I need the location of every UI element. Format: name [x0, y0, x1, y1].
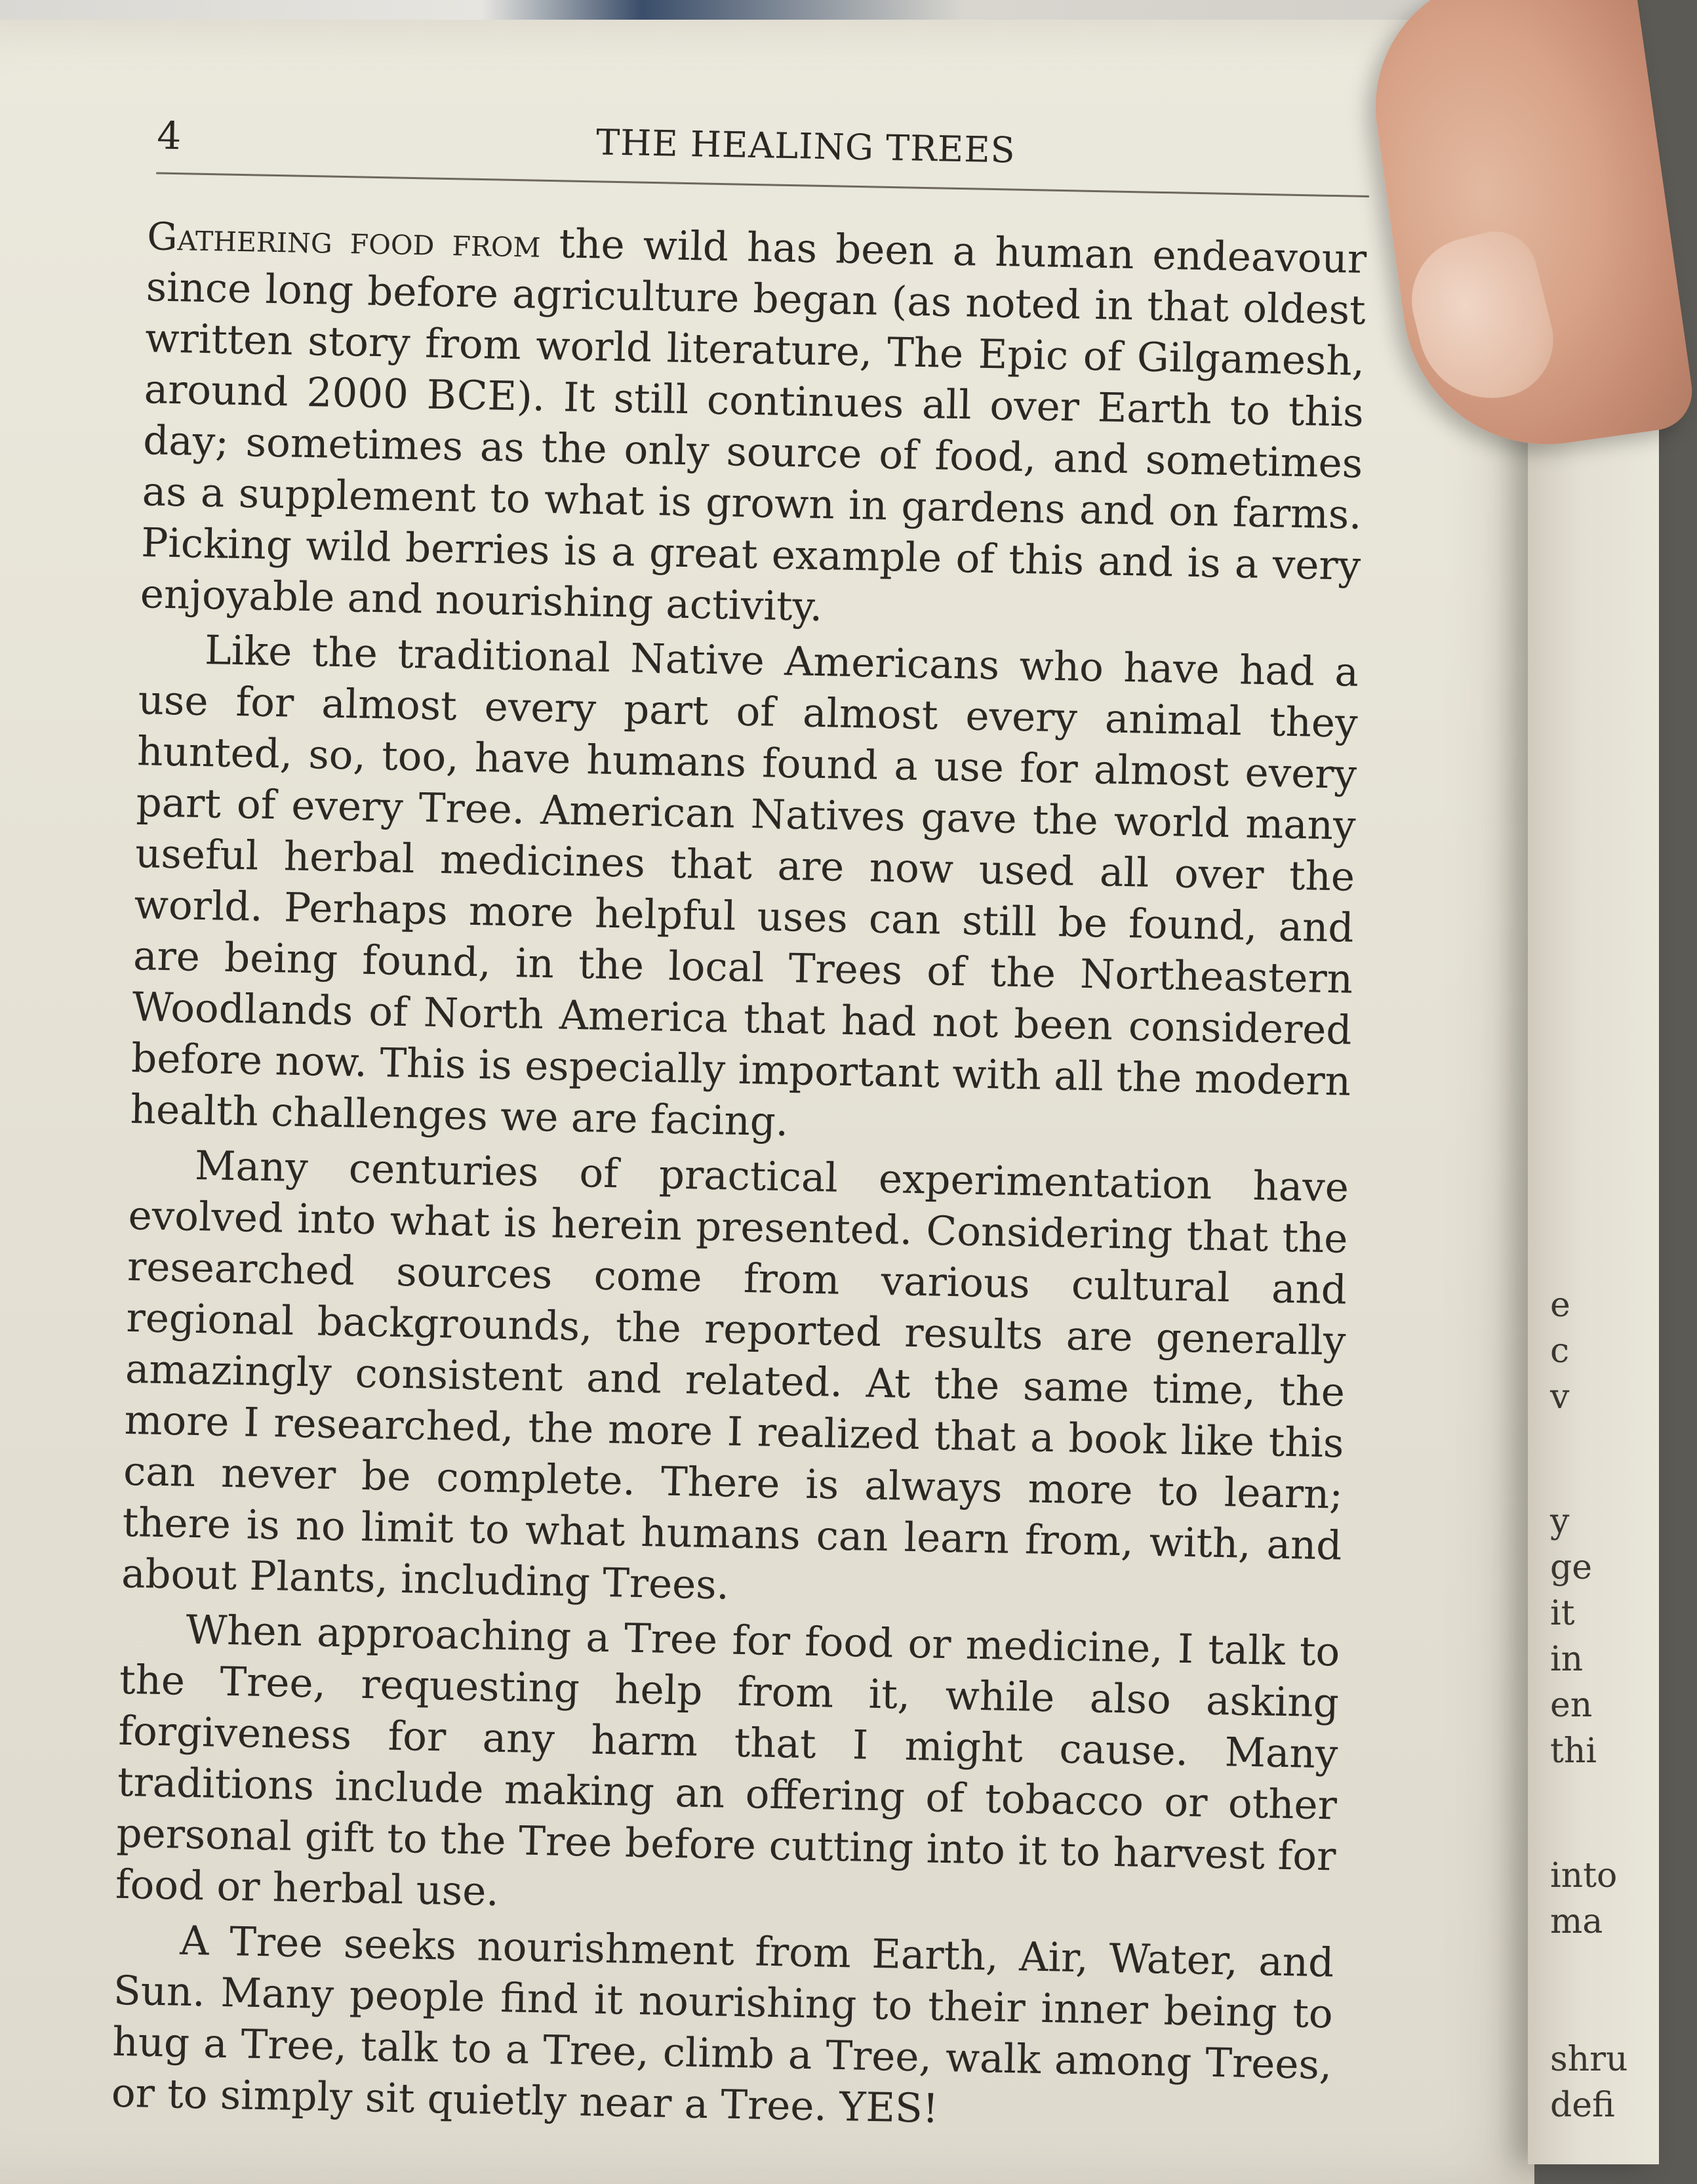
- paragraph: [130, 624, 1359, 1159]
- paragraph: [121, 1139, 1349, 1623]
- book-title: THE HEALING TREES: [595, 121, 1016, 171]
- next-page-fragment: defi: [1550, 2086, 1615, 2125]
- paragraph-text: Many centuries of practical experimentation have evolved into what is herein presented. Considering that the researched sources come from various cultural and regional backgrounds, the reported results are generally amazingly consistent and related. At the same time, the more I researched, the more I realized that a book like this can never be complete. There is always more to learn; there is no limit to what humans can learn from, with, and about Plants, including Trees.: [121, 1142, 1349, 1609]
- paragraph: [115, 1604, 1340, 1934]
- next-page-fragment: ma: [1550, 1902, 1603, 1941]
- paragraph: [140, 211, 1367, 643]
- next-page-fragment: ge: [1550, 1548, 1593, 1587]
- next-page-fragment: c: [1550, 1331, 1570, 1371]
- next-page-fragment: thi: [1550, 1731, 1597, 1771]
- paragraph-text: A Tree seeks nourishment from Earth, Air, Water, and Sun. Many people find it nourishing to their inner being to hug a Tree, talk to a Tree, climb a Tree, walk among Trees, or to simply sit quietly near a Tree. YES!: [111, 1917, 1334, 2132]
- paragraph: [111, 1914, 1334, 2143]
- next-page-edge: [1528, 394, 1659, 2164]
- next-page-fragment: e: [1550, 1285, 1570, 1325]
- next-page-fragment: shru: [1550, 2040, 1628, 2079]
- next-page-fragment: en: [1550, 1686, 1593, 1725]
- next-page-fragment: into: [1550, 1856, 1618, 1895]
- paragraph-text: When approaching a Tree for food or medicine, I talk to the Tree, requesting help from it, while also asking forgiveness for any harm that I might cause. Many traditions include making an offering of tobacco or other personal gift to the Tree before cutting into it to harvest for food or herbal use.: [115, 1606, 1340, 1915]
- next-page-fragment: v: [1550, 1377, 1570, 1417]
- page-number: 4: [156, 113, 182, 159]
- paragraph-text: the wild has been a human endeavour since long before agriculture began (as noted in that oldest written story from world literature, The Epic of Gilgamesh, around 2000 BCE). It still continues all over Earth to this day; sometimes as the only source of food, and sometimes as a supplement to what is grown in gardens and on farms. Picking wild berries is a great example of this and is a very enjoyable and nourishing activity.: [140, 220, 1367, 631]
- page-content: [33, 111, 1383, 2147]
- opening-small-caps: Gathering food from: [146, 214, 542, 266]
- paragraph-text: Like the traditional Native Americans who have had a use for almost every part of almost every animal they hunted, so, too, have humans found a use for almost every part of every Tree. American Natives gave the world many useful herbal medicines that are now used all over the world. Perhaps more helpful uses can still be found, and are being found, in the local Trees of the Northeastern Woodlands of North America that had not been considered before now. This is especially important with all the modern health challenges we are facing.: [130, 627, 1359, 1146]
- body-text: [111, 211, 1367, 2142]
- next-page-fragment: it: [1550, 1594, 1575, 1633]
- next-page-fragment: in: [1550, 1640, 1584, 1679]
- next-page-fragment: y: [1550, 1502, 1570, 1541]
